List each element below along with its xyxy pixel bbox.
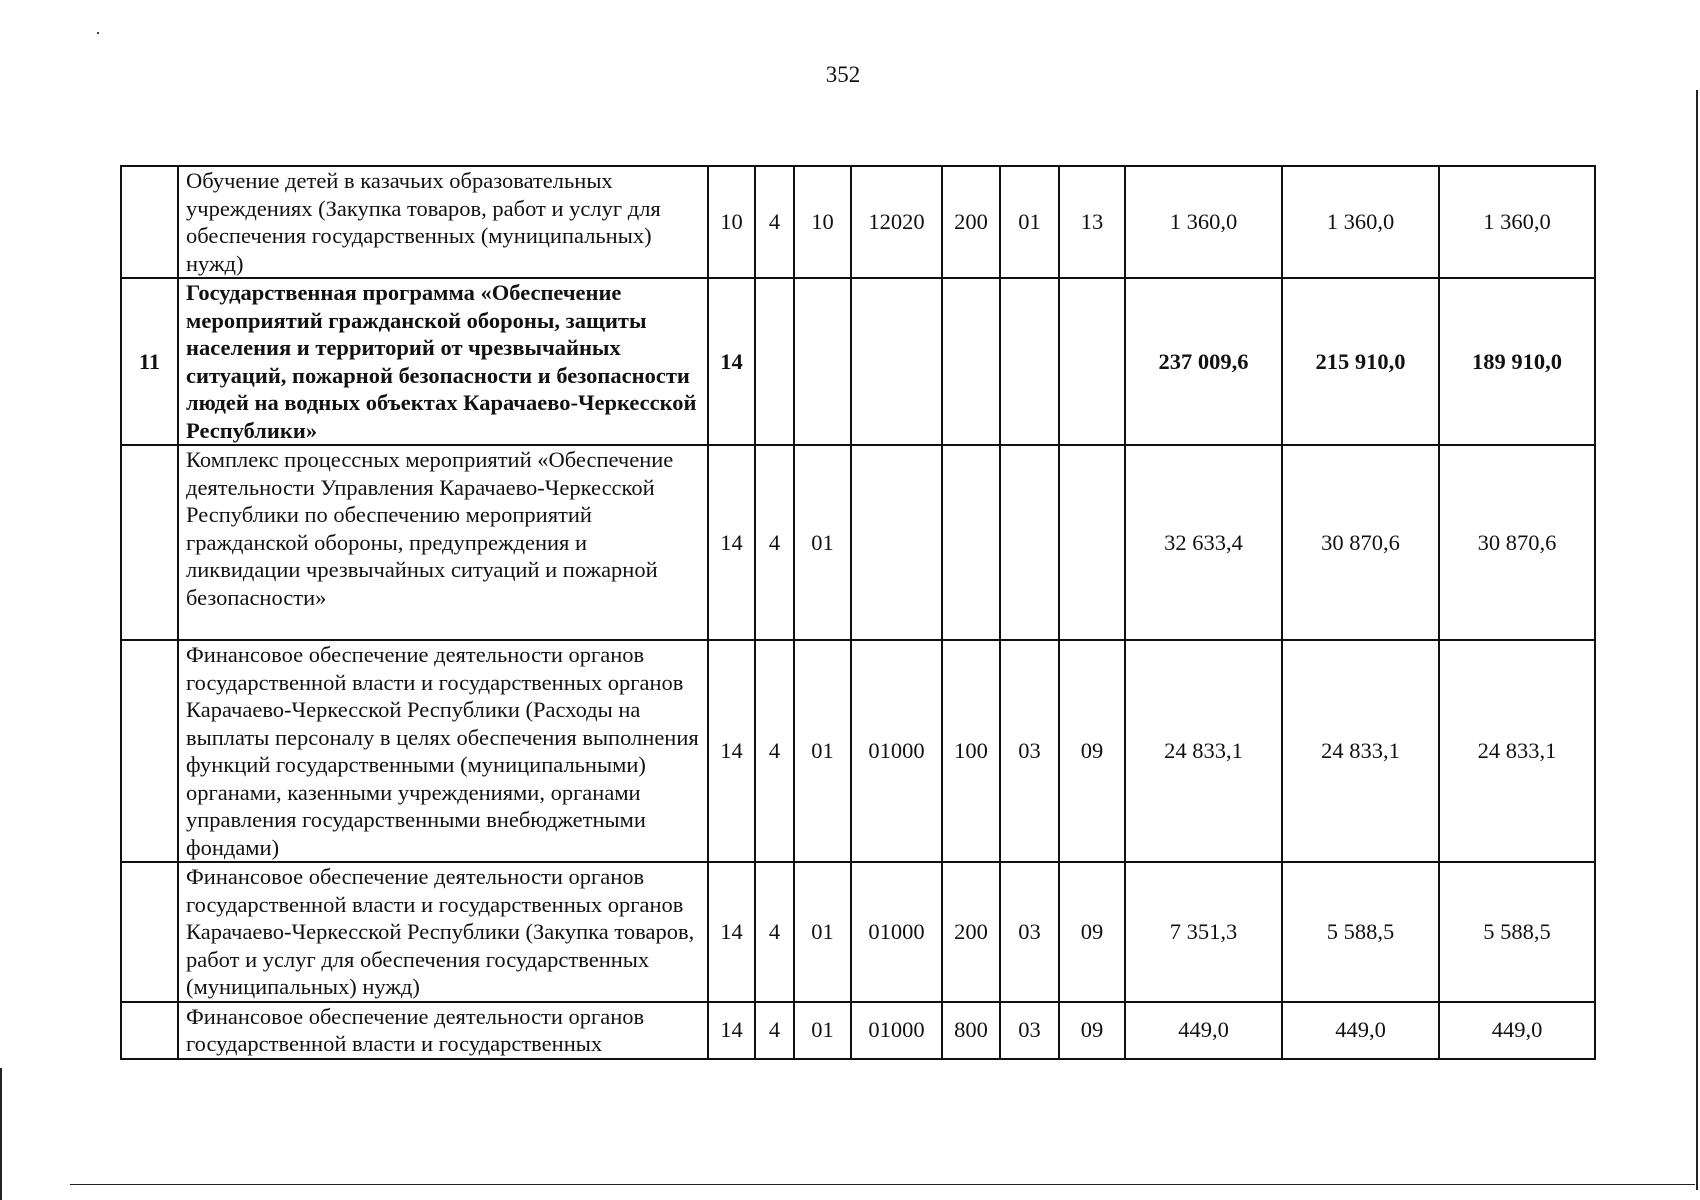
table-row <box>121 166 1595 278</box>
scan-edge-line <box>70 1184 1695 1185</box>
row-description: Финансовое обеспечение деятельности органов государственной власти и государственных органов Карачаево-Черкесской Республики (Расходы на выплаты персоналу в целях обеспечения выполнения функций государственными (муниципальными) органами, казенными учреждениями, органами управления государственными внебюджетными фондами) <box>178 640 708 862</box>
code-cell: 14 <box>708 445 755 640</box>
table-row <box>121 862 1595 1002</box>
row-description: Финансовое обеспечение деятельности органов государственной власти и государственных органов Карачаево-Черкесской Республики (Закупка товаров, работ и услуг для обеспечения государственных (муниципальных) нужд) <box>178 862 708 1002</box>
amount-cell: 30 870,6 <box>1282 445 1439 640</box>
amount-cell: 24 833,1 <box>1282 640 1439 862</box>
scan-speck <box>97 32 99 34</box>
amount-cell: 32 633,4 <box>1125 445 1282 640</box>
code-cell <box>851 278 942 445</box>
code-cell: 4 <box>755 640 794 862</box>
code-cell: 01000 <box>851 1002 942 1059</box>
amount-cell: 5 588,5 <box>1439 862 1595 1002</box>
amount-cell: 189 910,0 <box>1439 278 1595 445</box>
code-cell: 12020 <box>851 166 942 278</box>
code-cell: 01000 <box>851 640 942 862</box>
code-cell <box>1059 278 1125 445</box>
code-cell <box>942 278 1000 445</box>
code-cell: 09 <box>1059 1002 1125 1059</box>
code-cell: 01000 <box>851 862 942 1002</box>
code-cell: 09 <box>1059 640 1125 862</box>
code-cell: 03 <box>1000 640 1059 862</box>
table-row <box>121 445 1595 640</box>
code-cell: 14 <box>708 1002 755 1059</box>
code-cell: 200 <box>942 166 1000 278</box>
amount-cell: 5 588,5 <box>1282 862 1439 1002</box>
code-cell <box>1000 278 1059 445</box>
row-index-cell <box>121 862 178 1002</box>
code-cell: 09 <box>1059 862 1125 1002</box>
amount-cell: 1 360,0 <box>1125 166 1282 278</box>
scan-edge-line <box>0 1068 2 1200</box>
amount-cell: 449,0 <box>1282 1002 1439 1059</box>
amount-cell: 24 833,1 <box>1439 640 1595 862</box>
amount-cell: 30 870,6 <box>1439 445 1595 640</box>
code-cell: 01 <box>1000 166 1059 278</box>
code-cell: 4 <box>755 445 794 640</box>
code-cell: 01 <box>794 445 851 640</box>
row-description: Комплекс процессных мероприятий «Обеспечение деятельности Управления Карачаево-Черкесской Республики по обеспечению мероприятий гражданской обороны, предупреждения и ликвидации чрезвычайных ситуаций и пожарной безопасности» <box>178 445 708 640</box>
code-cell: 4 <box>755 862 794 1002</box>
amount-cell: 237 009,6 <box>1125 278 1282 445</box>
code-cell: 14 <box>708 862 755 1002</box>
row-index-cell <box>121 166 178 278</box>
code-cell: 4 <box>755 166 794 278</box>
amount-cell: 7 351,3 <box>1125 862 1282 1002</box>
code-cell: 800 <box>942 1002 1000 1059</box>
table-row <box>121 278 1595 445</box>
scan-edge-line <box>1696 90 1698 1190</box>
code-cell: 4 <box>755 1002 794 1059</box>
code-cell: 13 <box>1059 166 1125 278</box>
code-cell: 200 <box>942 862 1000 1002</box>
table-row <box>121 1002 1595 1059</box>
code-cell: 14 <box>708 278 755 445</box>
amount-cell: 1 360,0 <box>1282 166 1439 278</box>
table-row <box>121 640 1595 862</box>
amount-cell: 24 833,1 <box>1125 640 1282 862</box>
code-cell: 14 <box>708 640 755 862</box>
code-cell: 01 <box>794 1002 851 1059</box>
code-cell <box>1000 445 1059 640</box>
page-number: 352 <box>825 62 861 87</box>
row-description: Финансовое обеспечение деятельности органов государственной власти и государственных <box>178 1002 708 1059</box>
row-description: Обучение детей в казачьих образовательных учреждениях (Закупка товаров, работ и услуг для обеспечения государственных (муниципальных) нужд) <box>178 166 708 278</box>
amount-cell: 449,0 <box>1439 1002 1595 1059</box>
budget-table <box>120 165 1596 1060</box>
amount-cell: 1 360,0 <box>1439 166 1595 278</box>
code-cell: 100 <box>942 640 1000 862</box>
code-cell: 03 <box>1000 1002 1059 1059</box>
amount-cell: 215 910,0 <box>1282 278 1439 445</box>
code-cell: 01 <box>794 862 851 1002</box>
code-cell <box>755 278 794 445</box>
code-cell <box>1059 445 1125 640</box>
code-cell <box>942 445 1000 640</box>
code-cell: 01 <box>794 640 851 862</box>
code-cell <box>851 445 942 640</box>
row-index-cell: 11 <box>121 278 178 445</box>
row-index-cell <box>121 640 178 862</box>
code-cell: 03 <box>1000 862 1059 1002</box>
row-index-cell <box>121 445 178 640</box>
code-cell: 10 <box>708 166 755 278</box>
row-description: Государственная программа «Обеспечение мероприятий гражданской обороны, защиты населения и территорий от чрезвычайных ситуаций, пожарной безопасности и безопасности людей на водных объектах Карачаево-Черкесской Республики» <box>178 278 708 445</box>
code-cell: 10 <box>794 166 851 278</box>
row-index-cell <box>121 1002 178 1059</box>
code-cell <box>794 278 851 445</box>
amount-cell: 449,0 <box>1125 1002 1282 1059</box>
